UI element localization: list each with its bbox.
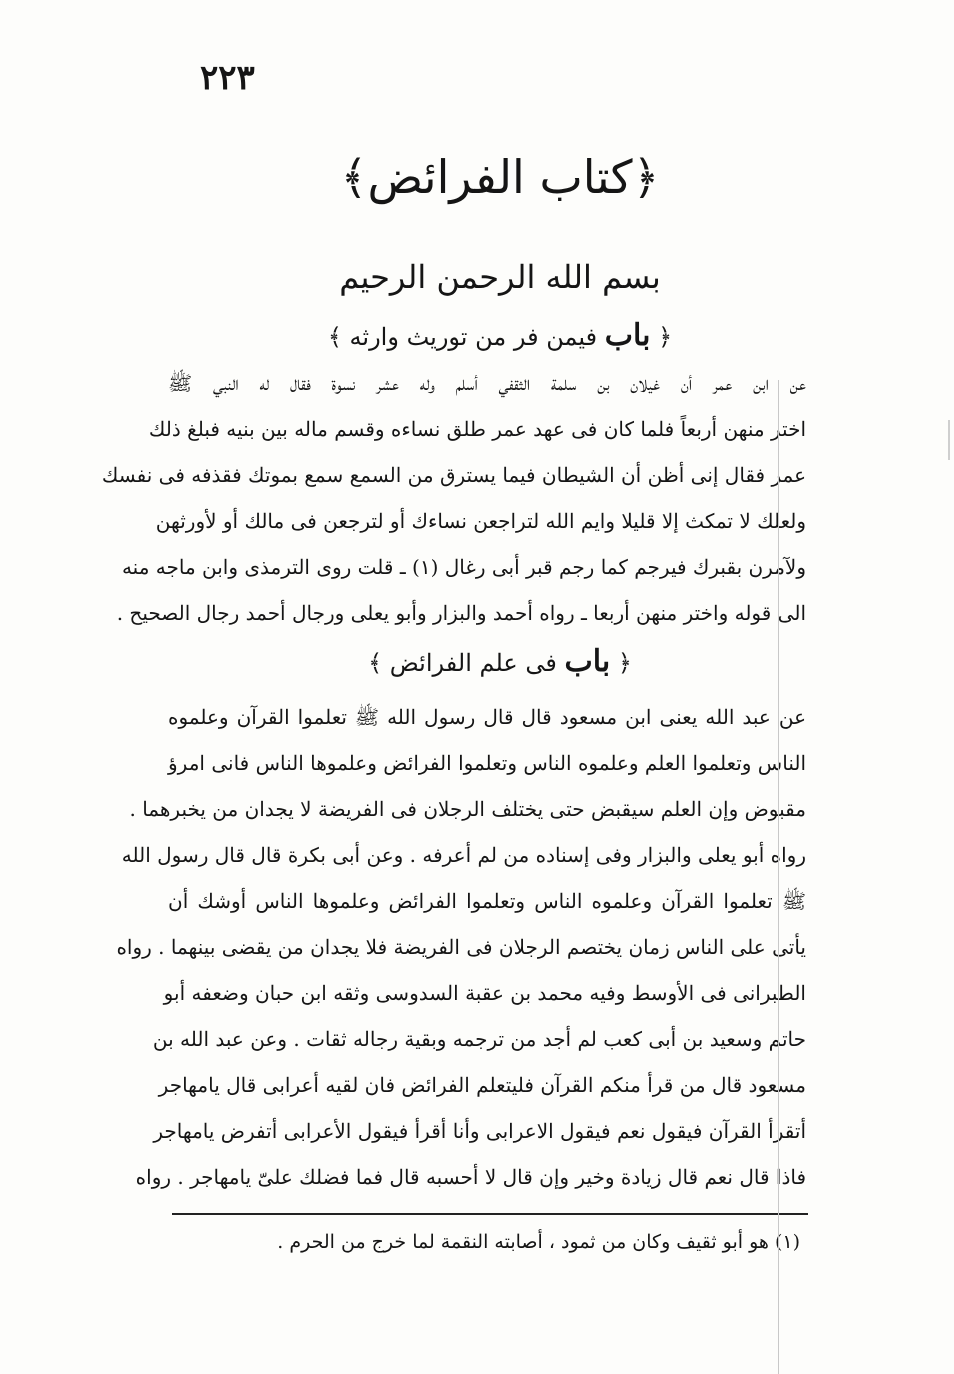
basmala: بسم الله الرحمن الرحيم — [339, 258, 661, 296]
heading-bab: باب — [564, 644, 611, 679]
text-line: عمر فقال إنى أظن أن الشيطان فيما يسترق من السمع سمع بموتك فقذفه فى نفسك — [101, 463, 806, 487]
scan-edge-mark — [948, 420, 950, 460]
text-line: عن ابن عمر أن غيلان بن سلمة الثقفي أسلم وله عشر نسوة فقال له النبي ﷺ — [168, 371, 806, 395]
chapter-heading — [230, 644, 770, 679]
book-title: ﴿كتاب الفرائض﴾ — [340, 150, 660, 204]
text-line: عن عبد الله يعنى ابن مسعود قال قال رسول الله ﷺ تعلموا القرآن وعلموه — [168, 705, 806, 729]
text-line: يأتى على الناس زمان يختصم الرجلان فى الفريضة فلا يجدان من يقضى بينهما . رواه — [116, 935, 806, 959]
heading-bab: باب — [604, 318, 651, 353]
text-line: اختر منهن أربعاً فلما كان فى عهد عمر طلق نساءه وقسم ماله بين بنيه فبلغ ذلك — [148, 417, 806, 441]
text-line: الطبرانى فى الأوسط وفيه محمد بن عقبة السدوسى وثقه ابن حبان وضعفه أبو — [163, 981, 806, 1005]
heading-title: فى علم الفرائض — [389, 649, 557, 677]
heading-close-bracket: ﴾ — [368, 649, 383, 677]
text-line: الى قوله واختر منهن أربعا ـ رواه أحمد والبزار وأبو يعلى ورجال أحمد رجال الصحيح . — [116, 601, 806, 625]
scan-crease-line — [778, 380, 779, 1374]
text-line: حاتم وسعيد بن أبى كعب لم أجد من ترجمه وبقية رجاله ثقات . وعن عبد الله بن — [152, 1027, 806, 1051]
text-line: ولآمرن بقبرك فيرجم كما رجم قبر أبى رغال (١) ـ قلت روى الترمذى وابن ماجه منه — [121, 555, 806, 579]
section-text — [101, 360, 806, 636]
heading-open-bracket: ﴿ — [617, 649, 632, 677]
text-line: فاذا قال نعم قال زيادة وخير وإن قال لا أحسبه قال فما فضلك علىّ يامهاجر . رواه — [135, 1165, 806, 1189]
heading-title: فيمن فر من توريث وارثه — [349, 323, 598, 351]
heading-close-bracket: ﴾ — [327, 323, 342, 351]
section-text — [116, 694, 806, 1200]
text-line: رواه أبو يعلى والبزار وفى إسناده من لم أعرفه . وعن أبى بكرة قال قال رسول الله — [121, 843, 806, 867]
page-number: ٢٢٣ — [200, 58, 255, 98]
text-line: أتقرأ القرآن فيقول نعم فيقول الاعرابى وأنا أقرأ فيقول الأعرابى أتفرض يامهاجر — [153, 1119, 806, 1143]
text-line: الناس وتعلموا العلم وعلموه الناس وتعلموا الفرائض وعلموها الناس فانى امرؤ — [168, 751, 806, 775]
footnote: (١) هو أبو ثقيف وكان من ثمود ، أصابته النقمة لما خرج من الحرم . — [277, 1231, 800, 1253]
text-line: ولعلك لا تمكث إلا قليلا وايم الله لتراجعن نساءك أو لترجعن فى مالك أو لأورثهن — [155, 509, 806, 533]
footnote-divider — [172, 1213, 808, 1215]
chapter-heading — [230, 318, 770, 353]
heading-open-bracket: ﴿ — [658, 323, 673, 351]
text-line: مقبوض وإن العلم سيقبض حتى يختلف الرجلان فى الفريضة لا يجدان من يخبرهما . — [129, 797, 806, 821]
text-line: مسعود قال من قرأ منكم القرآن فليتعلم الفرائض فان لقيه أعرابى قال يامهاجر — [158, 1073, 806, 1097]
text-line: ﷺ تعلموا القرآن وعلموه الناس وتعلموا الفرائض وعلموها الناس أوشك أن — [168, 889, 806, 913]
